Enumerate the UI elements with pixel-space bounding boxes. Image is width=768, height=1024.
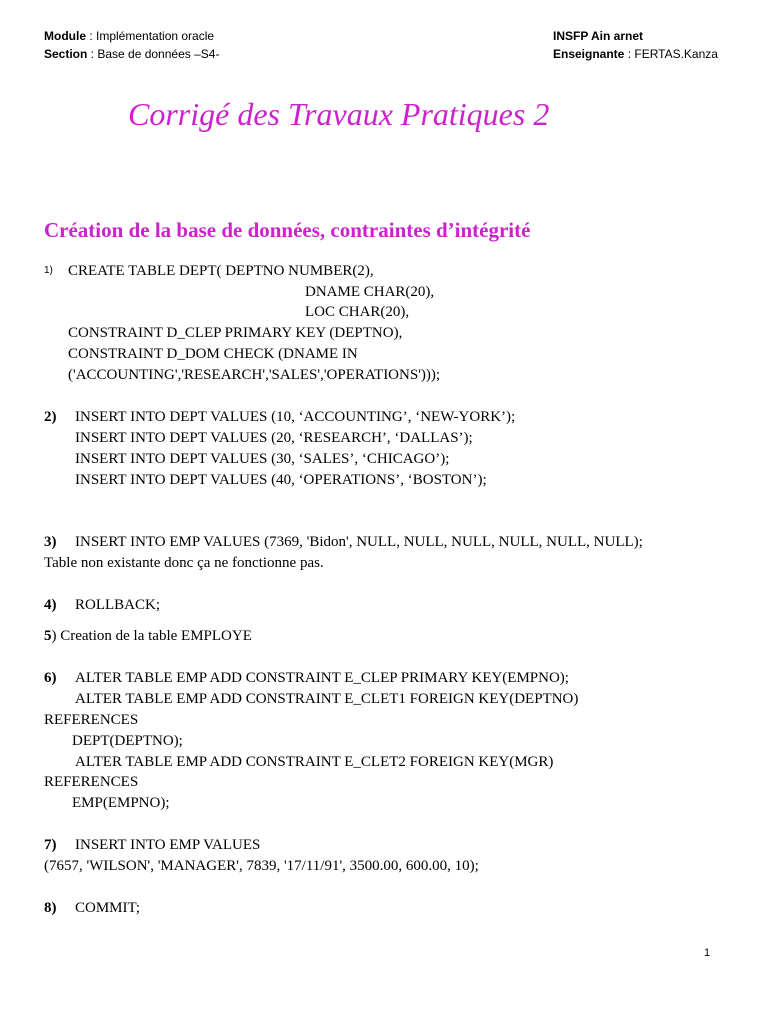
q1-line4: CONSTRAINT D_CLEP PRIMARY KEY (DEPTNO), xyxy=(68,325,403,341)
q8-line1: COMMIT; xyxy=(75,900,141,916)
teacher-value: : FERTAS.Kanza xyxy=(624,47,718,61)
section-label: Section xyxy=(44,47,88,61)
q6-line1: ALTER TABLE EMP ADD CONSTRAINT E_CLEP PRIMARY KEY(EMPNO); xyxy=(75,670,569,686)
page-number: 1 xyxy=(704,947,711,959)
q4-number: 4) xyxy=(44,597,57,613)
teacher-line xyxy=(553,47,718,61)
q1-line2: DNAME CHAR(20), xyxy=(305,284,435,300)
section-value: : Base de données –S4- xyxy=(87,47,220,61)
q2-line4: INSERT INTO DEPT VALUES (40, ‘OPERATIONS’, ‘BOSTON’); xyxy=(75,472,487,488)
q1-line5: CONSTRAINT D_DOM CHECK (DNAME IN xyxy=(68,346,358,362)
q1-number: 1) xyxy=(44,265,53,276)
q6-number: 6) xyxy=(44,670,57,686)
q6-line6: REFERENCES xyxy=(44,774,139,790)
q3-line2: Table non existante donc ça ne fonctionne pas. xyxy=(44,555,324,571)
q7-line2: (7657, 'WILSON', 'MANAGER', 7839, '17/11/91', 3500.00, 600.00, 10); xyxy=(44,858,479,874)
q2-line2: INSERT INTO DEPT VALUES (20, ‘RESEARCH’, ‘DALLAS’); xyxy=(75,430,473,446)
q1-line3: LOC CHAR(20), xyxy=(305,304,410,320)
q2-line3: INSERT INTO DEPT VALUES (30, ‘SALES’, ‘CHICAGO’); xyxy=(75,451,450,467)
q7-number: 7) xyxy=(44,837,57,853)
q2-line1: INSERT INTO DEPT VALUES (10, ‘ACCOUNTING’, ‘NEW-YORK’); xyxy=(75,409,516,425)
module-label: Module xyxy=(44,29,86,43)
q7-line1: INSERT INTO EMP VALUES xyxy=(75,837,261,853)
q6-line4: DEPT(DEPTNO); xyxy=(72,733,183,749)
section-line xyxy=(44,47,219,61)
module-line xyxy=(44,29,214,43)
q4-line1: ROLLBACK; xyxy=(75,597,161,613)
q3-number: 3) xyxy=(44,534,57,550)
q5-line xyxy=(44,627,252,645)
page-title: Corrigé des Travaux Pratiques 2 xyxy=(128,96,550,132)
q5-number: 5 xyxy=(44,628,52,644)
teacher-label: Enseignante xyxy=(553,47,625,61)
q3-line1: INSERT INTO EMP VALUES (7369, 'Bidon', NULL, NULL, NULL, NULL, NULL, NULL); xyxy=(75,534,643,550)
institution-line xyxy=(553,29,643,43)
q5-line1: ) Creation de la table EMPLOYE xyxy=(51,628,252,644)
q6-line3: REFERENCES xyxy=(44,712,139,728)
q8-number: 8) xyxy=(44,900,57,916)
institution: INSFP Ain arnet xyxy=(553,29,644,43)
q1-line1: CREATE TABLE DEPT( DEPTNO NUMBER(2), xyxy=(68,263,374,279)
q6-line7: EMP(EMPNO); xyxy=(72,795,170,811)
q2-number: 2) xyxy=(44,409,57,425)
section-title: Création de la base de données, contraintes d’intégrité xyxy=(44,218,531,242)
q6-line5: ALTER TABLE EMP ADD CONSTRAINT E_CLET2 FOREIGN KEY(MGR) xyxy=(75,754,554,770)
q6-line2: ALTER TABLE EMP ADD CONSTRAINT E_CLET1 FOREIGN KEY(DEPTNO) xyxy=(75,691,579,707)
q1-line6: ('ACCOUNTING','RESEARCH','SALES','OPERATIONS'))); xyxy=(68,367,441,383)
module-value: : Implémentation oracle xyxy=(86,29,215,43)
